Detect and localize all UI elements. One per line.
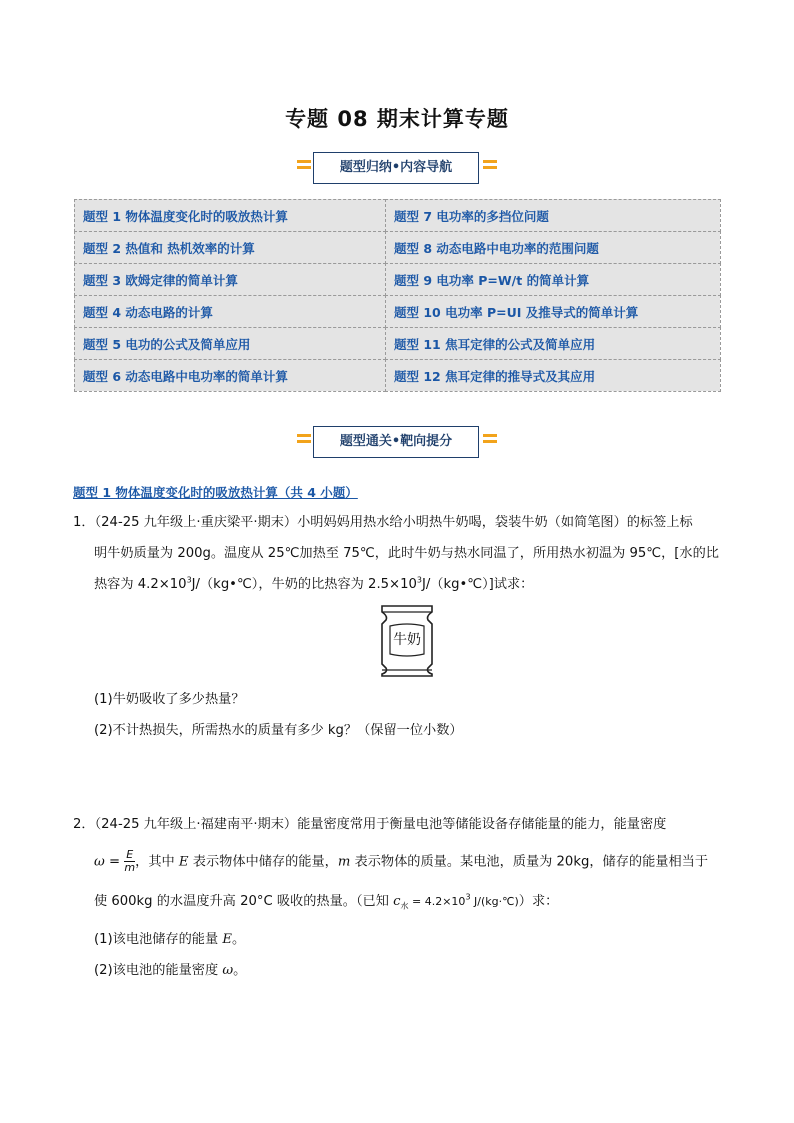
q2-sub1-text: 。 bbox=[232, 932, 246, 947]
banner-left-decoration bbox=[297, 160, 311, 176]
question-1-subquestion-2: (2)不计热损失，所需热水的质量有多少 kg？（保留一位小数） bbox=[94, 723, 463, 738]
q2-sub2-text: (2)该电池的能量密度 bbox=[94, 963, 223, 978]
specific-heat-value: = 4.2×10 bbox=[408, 895, 466, 908]
question-1-subquestion-1: (1)牛奶吸收了多少热量？ bbox=[94, 692, 245, 707]
nav-item-5[interactable]: 题型 5 电功的公式及简单应用 bbox=[74, 327, 386, 360]
q1-text-part: 热容为 4.2×10 bbox=[94, 577, 187, 592]
specific-heat-subscript: 水 bbox=[400, 901, 409, 911]
question-1-line-3 bbox=[94, 575, 533, 595]
nav-item-2[interactable]: 题型 2 热值和 热机效率的计算 bbox=[74, 231, 386, 264]
specific-heat-unit: J/(kg·℃) bbox=[470, 895, 519, 908]
q1-exponent: 3 bbox=[186, 575, 192, 585]
banner-right-decoration bbox=[483, 434, 497, 450]
q2-text-part: 表示物体的质量。某电池，质量为 20kg，储存的能量相当于 bbox=[350, 854, 709, 870]
question-2-subquestion-1 bbox=[94, 930, 245, 950]
energy-density-fraction bbox=[124, 849, 135, 874]
equals-sign: = bbox=[104, 854, 125, 870]
fraction-denominator: m bbox=[124, 861, 136, 874]
nav-banner bbox=[297, 152, 497, 186]
q2-sub1-text: (1)该电池储存的能量 bbox=[94, 932, 223, 947]
nav-item-3[interactable]: 题型 3 欧姆定律的简单计算 bbox=[74, 263, 386, 296]
section-heading-topic-1[interactable]: 题型 1 物体温度变化时的吸放热计算（共 4 小题） bbox=[73, 485, 358, 500]
question-2-line-3 bbox=[94, 892, 558, 912]
milk-label: 牛奶 bbox=[393, 632, 421, 648]
variable-m: m bbox=[337, 854, 351, 870]
nav-item-9[interactable]: 题型 9 电功率 P=W/t 的简单计算 bbox=[385, 263, 721, 296]
nav-item-4[interactable]: 题型 4 动态电路的计算 bbox=[74, 295, 386, 328]
nav-item-7[interactable]: 题型 7 电功率的多挡位问题 bbox=[385, 199, 721, 232]
variable-e: E bbox=[222, 932, 233, 947]
q1-text-part: J/（kg•℃），牛奶的比热容为 2.5×10 bbox=[191, 577, 417, 592]
specific-heat-exponent: 3 bbox=[465, 892, 471, 902]
omega-symbol: ω bbox=[94, 854, 105, 870]
q2-text-part: ）求： bbox=[518, 894, 559, 909]
practice-banner-label: 题型通关•靶向提分 bbox=[313, 426, 479, 458]
question-2-line-1: 2．（24-25 九年级上·福建南平·期末）能量密度常用于衡量电池等储能设备存储能量的能力，能量密度 bbox=[73, 817, 667, 832]
topic-navigation-table bbox=[74, 199, 720, 391]
nav-item-6[interactable]: 题型 6 动态电路中电功率的简单计算 bbox=[74, 359, 386, 392]
q1-text-part: J/（kg•℃）]试求： bbox=[421, 577, 534, 592]
practice-banner bbox=[297, 426, 497, 460]
q2-text-part: ，其中 bbox=[135, 854, 179, 870]
page-title: 专题 08 期末计算专题 bbox=[285, 107, 509, 131]
banner-left-decoration bbox=[297, 434, 311, 450]
q1-exponent: 3 bbox=[416, 575, 422, 585]
fraction-numerator: E bbox=[126, 848, 134, 861]
banner-right-decoration bbox=[483, 160, 497, 176]
question-1-line-1: 1．（24-25 九年级上·重庆梁平·期末）小明妈妈用热水给小明热牛奶喝，袋装牛奶（如简笔图）的标签上标 bbox=[73, 515, 693, 530]
q2-text-part: 表示物体中储存的能量， bbox=[188, 854, 338, 870]
q2-text-part: 使 600kg 的水温度升高 20°C 吸收的热量。（已知 bbox=[94, 894, 394, 909]
specific-heat-symbol: c bbox=[393, 894, 401, 909]
variable-e: E bbox=[178, 854, 189, 870]
question-2-subquestion-2 bbox=[94, 961, 246, 981]
nav-item-11[interactable]: 题型 11 焦耳定律的公式及简单应用 bbox=[385, 327, 721, 360]
nav-item-10[interactable]: 题型 10 电功率 P=UI 及推导式的简单计算 bbox=[385, 295, 721, 328]
question-2-line-2 bbox=[94, 849, 708, 874]
question-1-line-2: 明牛奶质量为 200g。温度从 25℃加热至 75℃，此时牛奶与热水同温了，所用热水初温为 95℃，[水的比 bbox=[94, 546, 719, 561]
nav-item-1[interactable]: 题型 1 物体温度变化时的吸放热计算 bbox=[74, 199, 386, 232]
omega-symbol: ω bbox=[222, 963, 234, 978]
nav-item-12[interactable]: 题型 12 焦耳定律的推导式及其应用 bbox=[385, 359, 721, 392]
nav-item-8[interactable]: 题型 8 动态电路中电功率的范围问题 bbox=[385, 231, 721, 264]
nav-banner-label: 题型归纳•内容导航 bbox=[313, 152, 479, 184]
milk-bag-figure bbox=[376, 602, 438, 678]
q2-sub2-text: 。 bbox=[233, 963, 247, 978]
